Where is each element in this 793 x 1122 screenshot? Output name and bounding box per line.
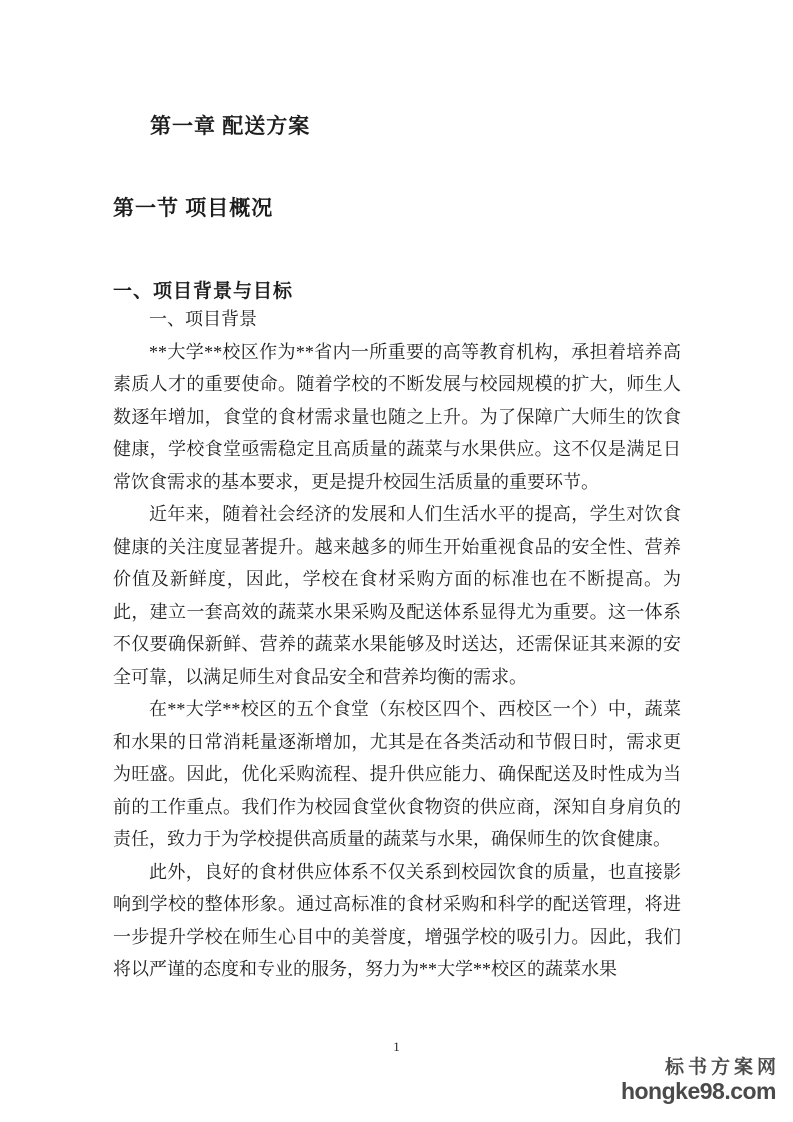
heading-project-background-goals: 一、项目背景与目标 (113, 281, 294, 302)
watermark-site-url: hongke98.com (620, 1077, 776, 1104)
subheading-project-background: 一、项目背景 (149, 309, 257, 329)
section-title: 第一节 项目概况 (113, 196, 274, 220)
paragraph-2: 近年来，随着社会经济的发展和人们生活水平的提高，学生对饮食健康的关注度显著提升。越来越多的师生开始重视食品的安全性、营养价值及新鲜度，因此，学校在食材采购方面的标准也在不断提高。为此，建立一套高效的蔬菜水果采购及配送体系显得尤为重要。这一体系不仅要确保新鲜、营养的蔬菜水果能够及时送达，还需保证其来源的安全可靠，以满足师生对食品安全和营养均衡的需求。 (113, 504, 681, 687)
chapter-title: 第一章 配送方案 (150, 114, 311, 138)
paragraph-4: 此外，良好的食材供应体系不仅关系到校园饮食的质量，也直接影响到学校的整体形象。通过高标准的食材采购和科学的配送管理，将进一步提升学校在师生心目中的美誉度，增强学校的吸引力。因此，我们将以严谨的态度和专业的服务，努力为**大学**校区的蔬菜水果 (113, 861, 681, 979)
paragraph-3: 在**大学**校区的五个食堂（东校区四个、西校区一个）中，蔬菜和水果的日常消耗量逐渐增加，尤其是在各类活动和节假日时，需求更为旺盛。因此，优化采购流程、提升供应能力、确保配送及时性成为当前的工作重点。我们作为校园食堂伙食物资的供应商，深知自身肩负的责任，致力于为学校提供高质量的蔬菜与水果，确保师生的饮食健康。 (113, 699, 681, 849)
paragraph-1: **大学**校区作为**省内一所重要的高等教育机构，承担着培养高素质人才的重要使命。随着学校的不断发展与校园规模的扩大，师生人数逐年增加，食堂的食材需求量也随之上升。为了保障广大师生的饮食健康，学校食堂亟需稳定且高质量的蔬菜与水果供应。这不仅是满足日常饮食需求的基本要求，更是提升校园生活质量的重要环节。 (113, 341, 681, 492)
watermark-site-name: 标书方案网 (664, 1057, 780, 1078)
watermark (620, 1057, 780, 1104)
page-number: 1 (393, 1039, 400, 1054)
document-body (113, 303, 681, 986)
